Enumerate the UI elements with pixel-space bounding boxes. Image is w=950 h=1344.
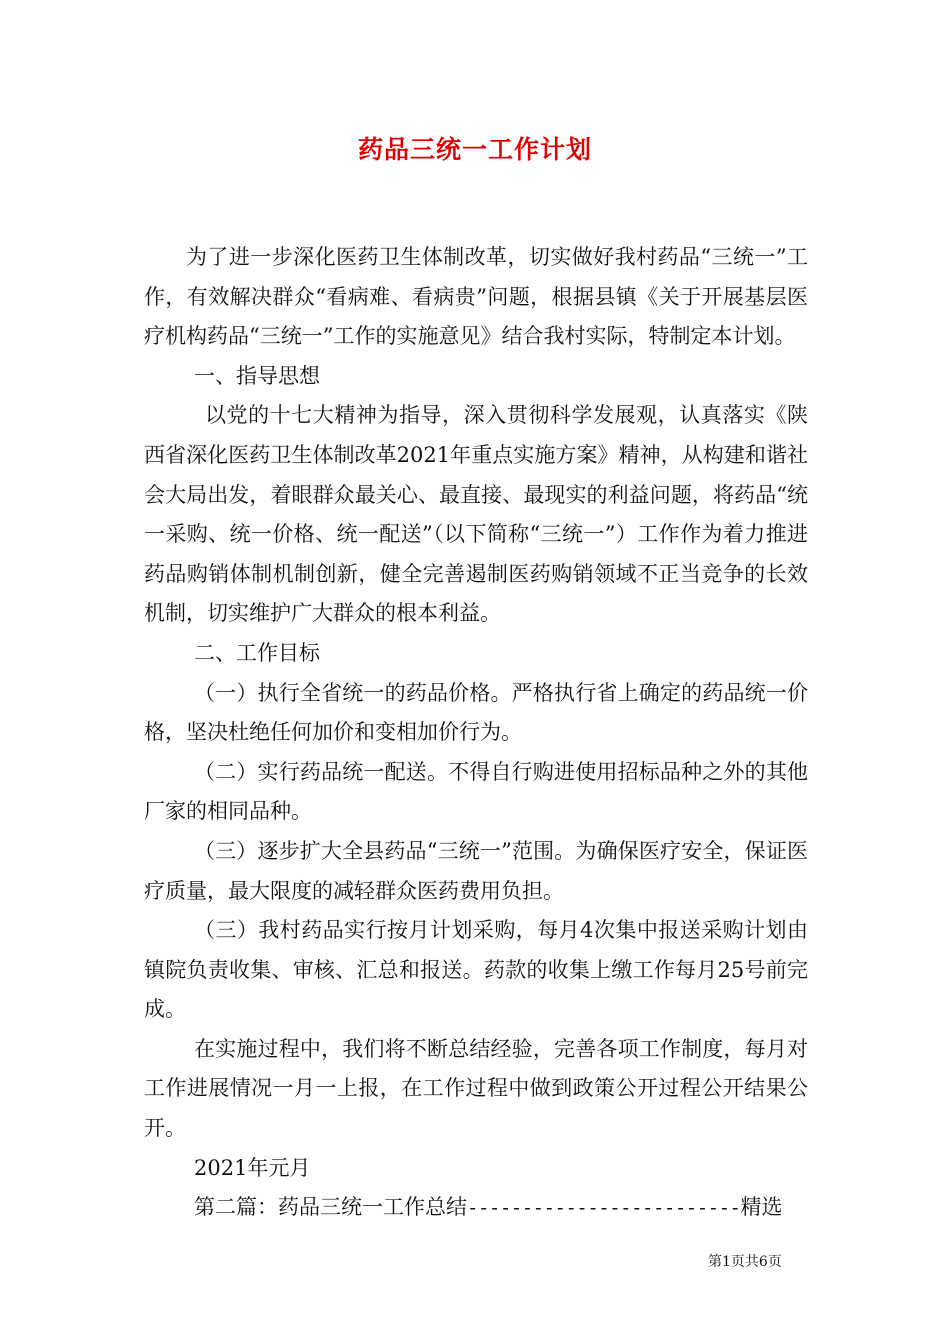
goal-item-4: （三）我村药品实行按月计划采购，每月4次集中报送采购计划由镇院负责收集、审核、汇总和报送。药款的收集上缴工作每月25号前完成。 bbox=[144, 918, 808, 1022]
goal-item-2: （二）实行药品统一配送。不得自行购进使用招标品种之外的其他厂家的相同品种。 bbox=[144, 759, 808, 824]
goal-item-1: （一）执行全省统一的药品价格。严格执行省上确定的药品统一价格，坚决杜绝任何加价和变相加价行为。 bbox=[144, 680, 808, 745]
next-section-dashes: ------------------------- bbox=[467, 1197, 741, 1220]
document-body bbox=[144, 238, 808, 1229]
guiding-thought-paragraph: 以党的十七大精神为指导，深入贯彻科学发展观，认真落实《陕西省深化医药卫生体制改革2021年重点实施方案》精神，从构建和谐社会大局出发，着眼群众最关心、最直接、最现实的利益问题，将药品“统一采购、统一价格、统一配送”（以下简称“三统一”）工作作为着力推进药品购销体制机制创新，健全完善遏制医药购销领域不正当竞争的长效机制，切实维护广大群众的根本利益。 bbox=[144, 403, 808, 626]
next-section-label: 第二篇：药品三统一工作总结 bbox=[194, 1195, 467, 1220]
section-heading-guiding-thought: 一、指导思想 bbox=[194, 363, 320, 388]
goal-item-3: （三）逐步扩大全县药品“三统一”范围。为确保医疗安全，保证医疗质量，最大限度的减轻群众医药费用负担。 bbox=[144, 838, 808, 903]
document-date: 2021年元月 bbox=[194, 1155, 311, 1180]
next-section-suffix: 精选 bbox=[740, 1195, 783, 1220]
intro-paragraph: 为了进一步深化医药卫生体制改革，切实做好我村药品“三统一”工作，有效解决群众“看病难、看病贵”问题，根据县镇《关于开展基层医疗机构药品“三统一”工作的实施意见》结合我村实际，特制定本计划。 bbox=[144, 245, 808, 349]
page-indicator: 第1页共6页 bbox=[708, 1254, 782, 1270]
document-title: 药品三统一工作计划 bbox=[357, 135, 592, 164]
section-heading-work-goals: 二、工作目标 bbox=[194, 640, 320, 665]
closing-paragraph: 在实施过程中，我们将不断总结经验，完善各项工作制度，每月对工作进展情况一月一上报，在工作过程中做到政策公开过程公开结果公开。 bbox=[144, 1036, 808, 1141]
next-section-line[interactable] bbox=[144, 1188, 808, 1229]
